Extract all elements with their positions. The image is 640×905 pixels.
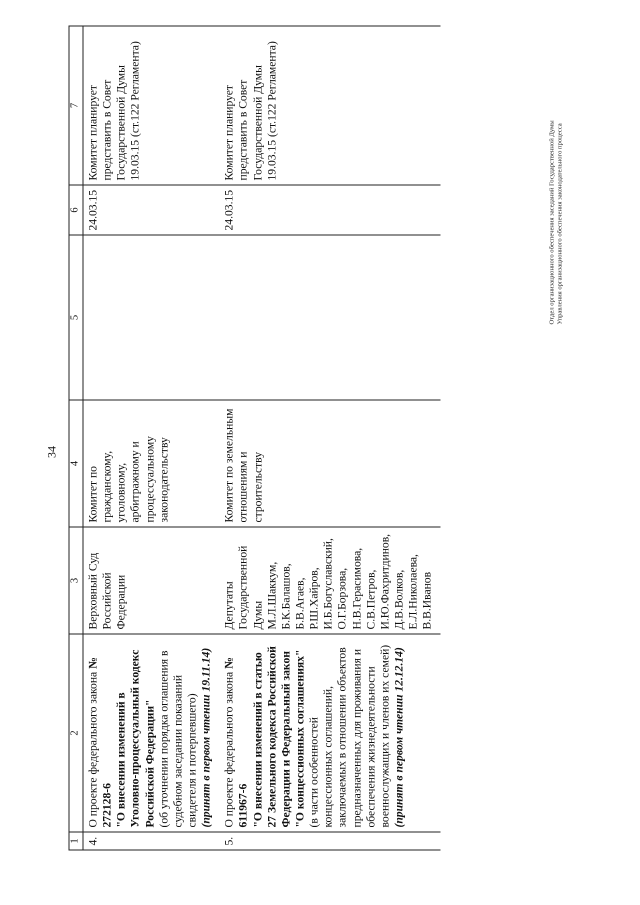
- bill-number: № 272128-6: [86, 657, 114, 828]
- footer-division: Управления организационного обеспечения законодательного процесса: [556, 123, 564, 325]
- column-5-cell: [83, 235, 220, 400]
- bill-reading-status: (принят в первом чтении 12.12.14): [392, 647, 406, 828]
- column-number: 2: [69, 634, 83, 832]
- bill-description: [83, 634, 220, 832]
- row-number: 5.: [220, 832, 441, 850]
- page-footer: [549, 120, 565, 324]
- bill-name: "О внесении изменений в статью 27 Земельного кодекса Российской Федерации и Федеральный закон "О концессионных соглашениях": [251, 646, 307, 828]
- column-number: 7: [69, 26, 83, 185]
- bill-title-line: О проекте федерального закона № 272128-6: [86, 657, 114, 828]
- bill-name: "О внесении изменений в Уголовно-процессуальный кодекс Российской Федерации": [114, 649, 157, 828]
- column-number: 1: [69, 832, 83, 850]
- note-cell: Комитет планирует представить в Совет Государственной Думы 19.03.15 (ст.122 Регламента): [83, 26, 220, 185]
- author-name: Е.Л.Николаева,: [406, 554, 420, 630]
- date-cell: 24.03.15: [220, 185, 441, 235]
- author-name: Р.Ш.Хайров,: [307, 567, 321, 630]
- column-number: 5: [69, 235, 83, 400]
- author-name: О.Г.Борзова,: [335, 567, 349, 630]
- bill-description: [220, 634, 441, 832]
- note-cell: Комитет планирует представить в Совет Государственной Думы 19.03.15 (ст.122 Регламента): [220, 26, 441, 185]
- author-name: Б.К.Балашов,: [279, 563, 293, 630]
- author-name: И.Б.Богуславский,: [321, 538, 335, 630]
- column-5-cell: [220, 235, 441, 400]
- author-group: Депутаты Государственной Думы: [222, 545, 265, 630]
- responsible-committee: Комитет по земельным отношениям и строительству: [220, 400, 441, 527]
- rotated-page: [31, 20, 611, 885]
- column-number: 4: [69, 400, 83, 527]
- column-number: 3: [69, 527, 83, 634]
- page-number: 34: [44, 446, 59, 458]
- bill-subject: (об уточнении порядка оглашения в судебном заседании показаний свидетеля и потерпевшего): [157, 650, 199, 828]
- agenda-table: [69, 26, 441, 851]
- table-row: [220, 26, 441, 850]
- author-name: С.В.Петров,: [364, 569, 378, 630]
- bill-number: № 611967-6: [222, 657, 250, 828]
- table-row: [83, 26, 220, 850]
- column-number-row: [69, 26, 83, 850]
- row-number: 4.: [83, 832, 220, 850]
- author-name: Б.В.Агаев,: [293, 577, 307, 630]
- author-name: В.В.Иванов: [420, 571, 434, 630]
- author-name: И.Ю.Фахритдинов,: [378, 533, 392, 630]
- bill-author: [220, 527, 441, 634]
- responsible-committee: Комитет по гражданскому, уголовному, арбитражному и процессуальному законодательству: [83, 400, 220, 527]
- author-name: Д.В.Волков,: [392, 569, 406, 630]
- date-cell: 24.03.15: [83, 185, 220, 235]
- footer-department: Отдел организационного обеспечения заседаний Государственной Думы: [548, 120, 556, 325]
- author-name: Н.В.Герасимова,: [350, 547, 364, 630]
- bill-reading-status: (принят в первом чтении 19.11.14): [199, 647, 213, 828]
- bill-subject: (в части особенностей концессионных соглашений, заключаемых в отношении объектов предназначенных для проживания и обеспечения жизнедеятельности военнослужащих и членов их семей): [307, 644, 392, 828]
- bill-author: Верховный Суд Российской Федерации: [83, 527, 220, 634]
- column-number: 6: [69, 185, 83, 235]
- author-name: М.Л.Шаккум,: [265, 561, 279, 630]
- bill-title-line: О проекте федерального закона № 611967-6: [222, 657, 250, 828]
